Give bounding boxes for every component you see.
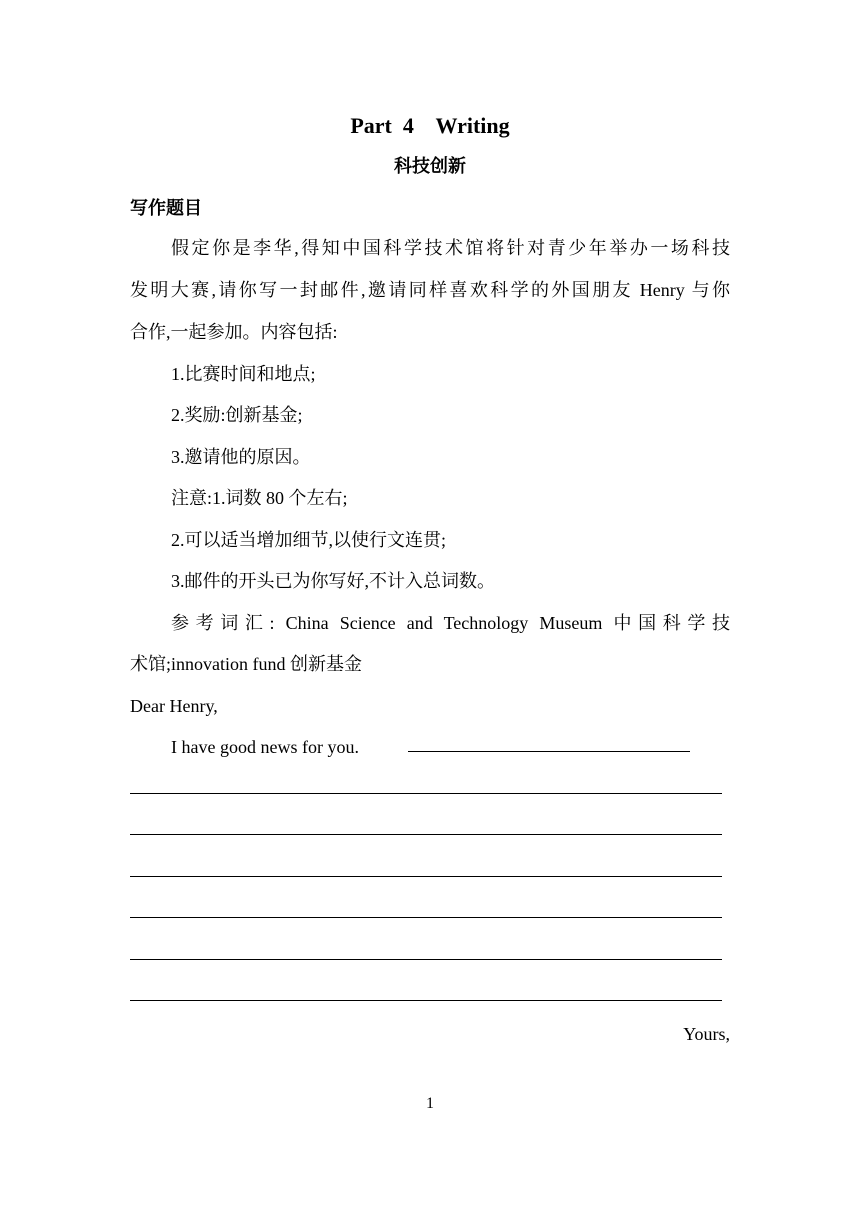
- letter-closing: Yours,: [683, 1024, 730, 1044]
- prompt-line: 假定你是李华,得知中国科学技术馆将针对青少年举办一场科技: [171, 238, 730, 258]
- answer-line[interactable]: [130, 959, 722, 960]
- answer-line[interactable]: [130, 834, 722, 835]
- section-heading: 写作题目: [130, 198, 202, 219]
- answer-line[interactable]: [130, 876, 722, 877]
- answer-line[interactable]: [130, 793, 722, 794]
- letter-opening: I have good news for you.: [171, 737, 359, 757]
- letter-salutation: Dear Henry,: [130, 696, 218, 716]
- vocabulary-line: 参考词汇: China Science and Technology Museum 中国科学技: [171, 613, 730, 633]
- note-item: 2.可以适当增加细节,以使行文连贯;: [171, 530, 446, 550]
- answer-blank-inline[interactable]: [408, 751, 690, 752]
- prompt-line: 发明大赛,请你写一封邮件,邀请同样喜欢科学的外国朋友 Henry 与你: [130, 280, 730, 300]
- page-number: 1: [426, 1095, 434, 1112]
- prompt-line: 合作,一起参加。内容包括:: [130, 322, 338, 342]
- content-item: 3.邀请他的原因。: [171, 447, 311, 467]
- note-item: 注意:1.词数 80 个左右;: [171, 488, 348, 508]
- content-item: 2.奖励:创新基金;: [171, 405, 303, 425]
- vocabulary-line: 术馆;innovation fund 创新基金: [130, 654, 362, 674]
- answer-line[interactable]: [130, 1000, 722, 1001]
- page-title: Part 4 Writing: [350, 113, 510, 138]
- note-item: 3.邮件的开头已为你写好,不计入总词数。: [171, 571, 495, 591]
- answer-line[interactable]: [130, 917, 722, 918]
- content-item: 1.比赛时间和地点;: [171, 364, 316, 384]
- page-subtitle: 科技创新: [394, 156, 466, 177]
